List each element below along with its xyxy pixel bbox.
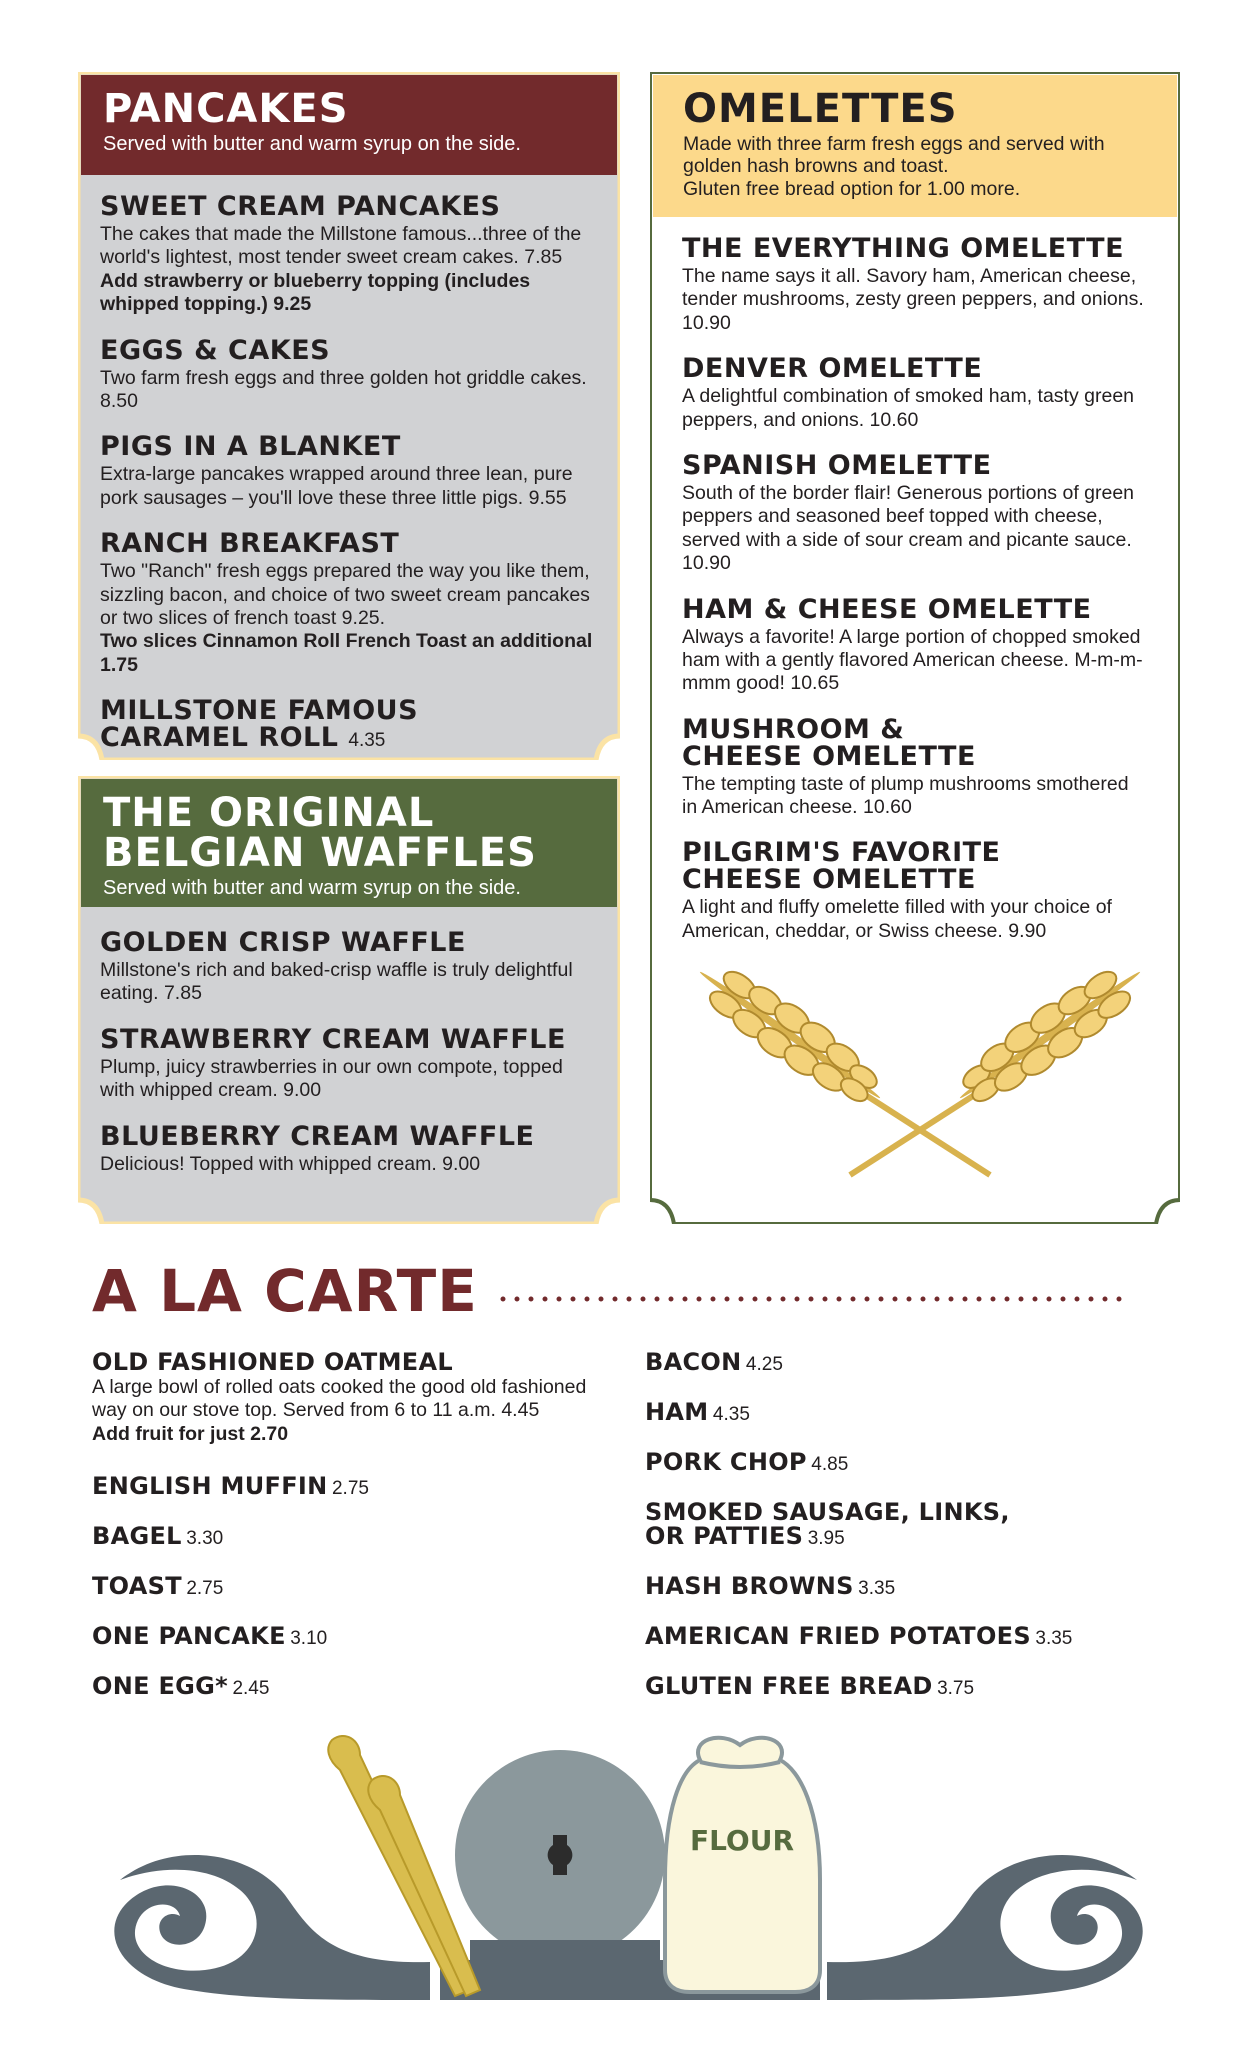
waffles-subtitle: Served with butter and warm syrup on the side. bbox=[103, 877, 521, 899]
item-description: The cakes that made the Millstone famous...three of the world's lightest, most tender sweet cream cakes. 7.85 bbox=[100, 223, 582, 269]
item-name: BACON bbox=[645, 1348, 742, 1376]
item-name: SPANISH OMELETTE bbox=[682, 449, 992, 481]
menu-item bbox=[92, 1624, 612, 1650]
item-name: ENGLISH MUFFIN bbox=[92, 1472, 328, 1501]
waffles-title-line2: BELGIAN WAFFLES bbox=[103, 830, 537, 876]
item-name: GOLDEN CRISP WAFFLE bbox=[100, 927, 466, 958]
item-name-line2 bbox=[100, 722, 598, 754]
omelettes-subtitle: Made with three farm fresh eggs and served with golden hash browns and toast. bbox=[683, 133, 1105, 178]
item-description: A light and fluffy omelette filled with your choice of American, cheddar, or Swiss cheese. 9.90 bbox=[682, 896, 1112, 942]
item-name-line2 bbox=[645, 1524, 1165, 1550]
millstone-illustration bbox=[0, 1700, 1257, 2048]
item-name: ONE EGG* bbox=[92, 1672, 228, 1701]
omelettes-gluten-note: Gluten free bread option for 1.00 more. bbox=[683, 177, 1021, 200]
menu-item bbox=[682, 449, 1148, 576]
item-name: OLD FASHIONED OATMEAL bbox=[92, 1348, 453, 1376]
menu-item bbox=[92, 1524, 612, 1550]
pancakes-items bbox=[78, 175, 620, 754]
item-name: PILGRIM'S FAVORITE bbox=[682, 837, 1001, 869]
item-price: 3.35 bbox=[1035, 1628, 1073, 1649]
item-name: SMOKED SAUSAGE, LINKS, bbox=[645, 1498, 1010, 1526]
item-price: 3.35 bbox=[858, 1578, 896, 1599]
alacarte-left-column bbox=[92, 1350, 612, 1722]
item-name-line2: CHEESE OMELETTE bbox=[682, 740, 976, 772]
item-name: HASH BROWNS bbox=[645, 1572, 854, 1600]
menu-item bbox=[100, 530, 598, 677]
item-name: HAM & CHEESE OMELETTE bbox=[682, 593, 1092, 625]
item-name: MUSHROOM & bbox=[682, 713, 905, 745]
item-price: 3.30 bbox=[186, 1528, 224, 1550]
menu-item bbox=[100, 1120, 598, 1176]
item-price: 2.75 bbox=[186, 1578, 224, 1600]
left-scroll-ornament bbox=[114, 1855, 430, 2000]
item-name: DENVER OMELETTE bbox=[682, 353, 983, 385]
item-name: GLUTEN FREE BREAD bbox=[645, 1672, 933, 1700]
right-scroll-ornament bbox=[827, 1855, 1143, 2000]
menu-item bbox=[682, 355, 1148, 432]
item-addon: Two slices Cinnamon Roll French Toast an additional 1.75 bbox=[100, 630, 593, 676]
item-addon: Add fruit for just 2.70 bbox=[92, 1422, 289, 1445]
item-description: Delicious! Topped with whipped cream. 9.00 bbox=[100, 1152, 481, 1175]
item-price: 4.25 bbox=[745, 1354, 783, 1375]
waffles-header bbox=[81, 779, 617, 907]
menu-item bbox=[645, 1350, 1165, 1376]
item-name: PORK CHOP bbox=[645, 1448, 807, 1476]
item-addon: Add strawberry or blueberry topping (includes whipped topping.) 9.25 bbox=[100, 269, 531, 316]
menu-item bbox=[682, 235, 1148, 335]
menu-item bbox=[92, 1574, 612, 1600]
item-name: HAM bbox=[645, 1398, 709, 1426]
dotted-divider bbox=[500, 1296, 1128, 1302]
item-name: BLUEBERRY CREAM WAFFLE bbox=[100, 1120, 535, 1152]
item-price: 3.10 bbox=[290, 1628, 328, 1650]
omelettes-title: OMELETTES bbox=[683, 86, 958, 132]
item-name: PIGS IN A BLANKET bbox=[100, 431, 401, 463]
menu-item bbox=[682, 713, 1148, 820]
item-price: 3.75 bbox=[937, 1678, 975, 1699]
menu-item bbox=[645, 1450, 1165, 1476]
flour-label: FLOUR bbox=[689, 1824, 795, 1857]
pancakes-section bbox=[78, 72, 620, 760]
item-name: RANCH BREAKFAST bbox=[100, 528, 400, 560]
pancakes-subtitle: Served with butter and warm syrup on the side. bbox=[103, 133, 521, 155]
menu-item bbox=[682, 593, 1148, 696]
item-name: TOAST bbox=[92, 1572, 182, 1601]
item-price: 3.95 bbox=[807, 1528, 845, 1549]
item-name: MILLSTONE FAMOUS bbox=[100, 695, 419, 727]
menu-item bbox=[100, 1023, 598, 1103]
waffles-items bbox=[78, 907, 620, 1176]
item-name: SWEET CREAM PANCAKES bbox=[100, 191, 501, 222]
menu-item bbox=[100, 929, 598, 1006]
item-price: 2.45 bbox=[232, 1678, 270, 1700]
item-description: Two farm fresh eggs and three golden hot griddle cakes. 8.50 bbox=[100, 366, 587, 412]
item-description: Plump, juicy strawberries in our own compote, topped with whipped cream. 9.00 bbox=[100, 1055, 563, 1102]
menu-item bbox=[100, 433, 598, 510]
waffles-title-line1: THE ORIGINAL bbox=[103, 790, 435, 836]
pancakes-header bbox=[81, 75, 617, 175]
item-name: ONE PANCAKE bbox=[92, 1622, 286, 1651]
item-name-text: OR PATTIES bbox=[645, 1522, 804, 1550]
menu-item bbox=[645, 1500, 1165, 1550]
item-name: EGGS & CAKES bbox=[100, 334, 331, 366]
item-price: 2.75 bbox=[331, 1478, 369, 1500]
item-price: 4.35 bbox=[712, 1404, 750, 1425]
menu-item bbox=[645, 1574, 1165, 1600]
item-description: Extra-large pancakes wrapped around three lean, pure pork sausages – you'll love these three little pigs. 9.55 bbox=[100, 463, 573, 509]
item-description: A delightful combination of smoked ham, tasty green peppers, and onions. 10.60 bbox=[682, 385, 1135, 431]
waffles-section bbox=[78, 776, 620, 1224]
pancakes-title: PANCAKES bbox=[103, 86, 349, 132]
item-name: BAGEL bbox=[92, 1522, 182, 1551]
menu-item bbox=[645, 1674, 1165, 1700]
item-description: South of the border flair! Generous portions of green peppers and seasoned beef topped with cheese, served with a side of sour cream and picante sauce. 10.90 bbox=[682, 481, 1135, 575]
menu-item bbox=[100, 695, 598, 754]
menu-item bbox=[100, 193, 598, 317]
item-description: Two "Ranch" fresh eggs prepared the way you like them, sizzling bacon, and choice of two sweet cream pancakes or two slices of french toast 9.25. bbox=[100, 560, 590, 629]
millstone bbox=[455, 1750, 665, 1960]
alacarte-right-column bbox=[645, 1350, 1165, 1722]
item-description: Millstone's rich and baked-crisp waffle is truly delightful eating. 7.85 bbox=[100, 959, 573, 1005]
menu-item bbox=[645, 1400, 1165, 1426]
menu-item bbox=[92, 1674, 612, 1700]
menu-item bbox=[100, 334, 598, 414]
item-description: The name says it all. Savory ham, American cheese, tender mushrooms, zesty green peppers, and onions. 10.90 bbox=[682, 265, 1144, 334]
item-description: The tempting taste of plump mushrooms smothered in American cheese. 10.60 bbox=[682, 772, 1129, 819]
item-name: STRAWBERRY CREAM WAFFLE bbox=[100, 1023, 566, 1055]
omelettes-header bbox=[653, 75, 1177, 217]
item-price: 4.85 bbox=[811, 1454, 849, 1475]
item-name: THE EVERYTHING OMELETTE bbox=[682, 233, 1125, 264]
menu-item bbox=[92, 1474, 612, 1500]
menu-item bbox=[645, 1624, 1165, 1650]
flour-sack bbox=[665, 1738, 820, 1992]
item-name-text: CARAMEL ROLL bbox=[100, 722, 339, 754]
menu-item bbox=[682, 839, 1148, 943]
menu-item bbox=[92, 1350, 612, 1446]
omelettes-items bbox=[650, 217, 1180, 943]
item-name-line2: CHEESE OMELETTE bbox=[682, 864, 976, 896]
item-description: Always a favorite! A large portion of chopped smoked ham with a gently flavored American cheese. M-m-m-mmm good! 10.65 bbox=[682, 625, 1143, 695]
item-description: A large bowl of rolled oats cooked the good old fashioned way on our stove top. Served from 6 to 11 a.m. 4.45 bbox=[92, 1376, 587, 1422]
item-price: 4.35 bbox=[348, 730, 386, 752]
item-name: AMERICAN FRIED POTATOES bbox=[645, 1622, 1031, 1650]
alacarte-title: A LA CARTE bbox=[92, 1257, 478, 1325]
wheat-illustration bbox=[690, 965, 1150, 1185]
